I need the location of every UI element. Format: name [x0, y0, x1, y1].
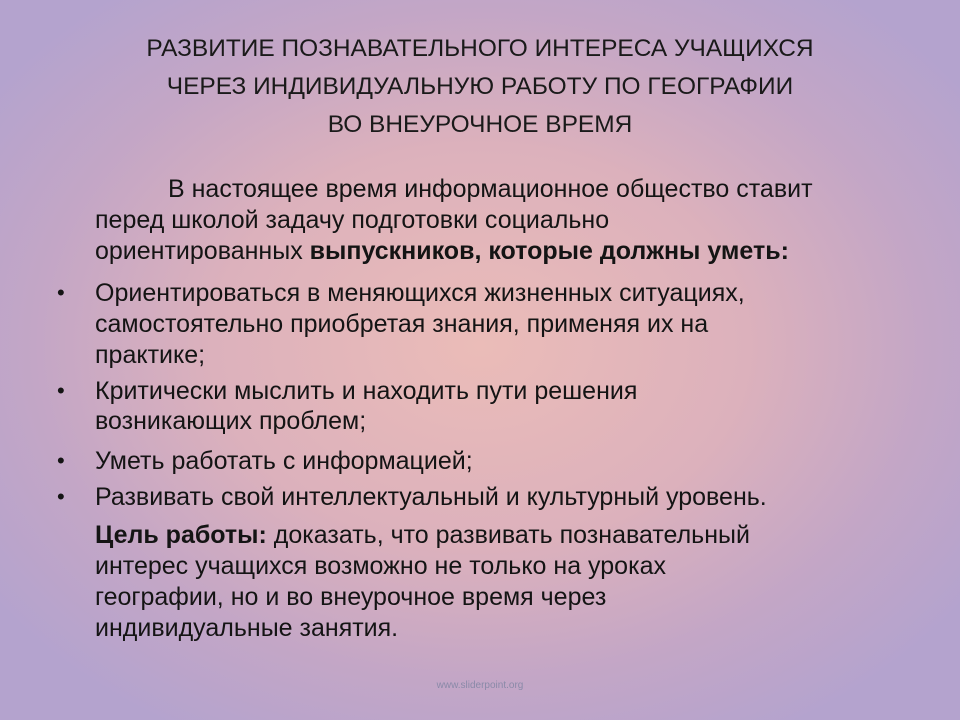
bullet-1-line-1: Ориентироваться в меняющихся жизненных ситуациях,	[95, 279, 745, 307]
goal-line-4: индивидуальные занятия.	[95, 614, 399, 642]
bullet-3-line-1: Уметь работать с информацией;	[95, 447, 473, 475]
bullet-marker: •	[57, 484, 65, 509]
title-line-3: ВО ВНЕУРОЧНОЕ ВРЕМЯ	[327, 111, 633, 138]
goal-label: Цель работы:	[95, 521, 267, 549]
bullet-1-line-2: самостоятельно приобретая знания, применяя их на	[95, 310, 709, 338]
bullet-1-line-3: практике;	[95, 341, 206, 369]
bullet-marker: •	[57, 448, 65, 473]
goal-line-2: интерес учащихся возможно не только на уроках	[95, 552, 666, 580]
intro-line-1: В настоящее время информационное общество ставит	[168, 175, 813, 203]
goal-line-3: географии, но и во внеурочное время через	[95, 583, 607, 611]
bullet-marker: •	[57, 378, 65, 403]
footer-watermark: www.sliderpoint.org	[436, 680, 524, 691]
intro-line-2: перед школой задачу подготовки социально	[95, 206, 610, 234]
intro-emphasis: выпускников, которые должны уметь:	[309, 237, 789, 265]
title-line-1: РАЗВИТИЕ ПОЗНАВАТЕЛЬНОГО ИНТЕРЕСА УЧАЩИХСЯ	[146, 35, 814, 62]
title-line-2: ЧЕРЕЗ ИНДИВИДУАЛЬНУЮ РАБОТУ ПО ГЕОГРАФИИ	[166, 73, 794, 100]
bullet-2-line-1: Критически мыслить и находить пути решения	[95, 377, 638, 405]
goal-line-1	[95, 520, 750, 550]
intro-line-3	[95, 236, 789, 266]
bullet-2-line-2: возникающих проблем;	[95, 407, 367, 435]
intro-text: ориентированных	[95, 237, 310, 265]
goal-text: доказать, что развивать познавательный	[266, 521, 750, 549]
bullet-marker: •	[57, 280, 65, 305]
bullet-4-line-1: Развивать свой интеллектуальный и культурный уровень.	[95, 483, 767, 511]
